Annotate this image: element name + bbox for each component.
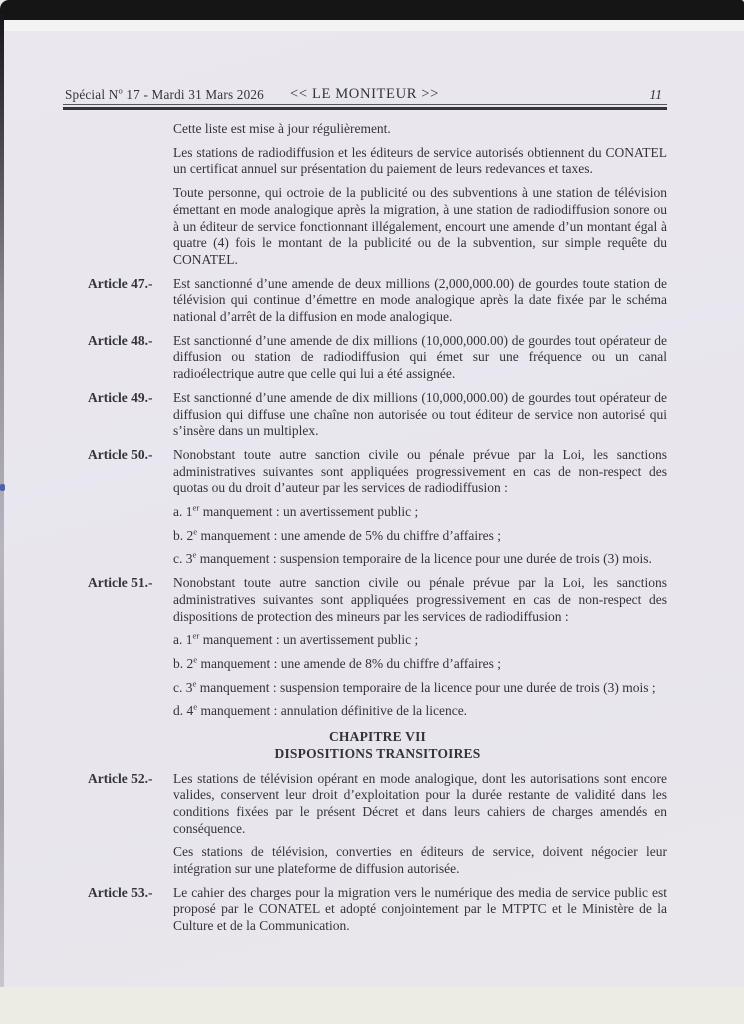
issue-date [65, 87, 264, 103]
article-52-label: Article 52.- [88, 770, 153, 786]
item-text: a. 1 [173, 632, 193, 648]
issue-prefix: Spécial N [65, 87, 119, 102]
scanner-edge-top [0, 0, 744, 20]
article-53-label: Article 53.- [88, 884, 153, 900]
scanner-edge-left [0, 14, 4, 987]
item-text: manquement : suspension temporaire de la licence pour une durée de trois (3) mois. [196, 551, 652, 567]
journal-title: << LE MONITEUR >> [290, 86, 439, 102]
article-52-text-1: Les stations de télévision opérant en mode analogique, dont les autorisations sont encore valides, conservent leur droit d’exploitation pour la durée restante de validité dans les conditions fixées par le présent Décret et dans leurs cahiers de charges amendés en conséquence. [173, 770, 667, 836]
pen-mark [0, 484, 5, 491]
article-50-item-a [173, 504, 667, 521]
article-48 [88, 333, 667, 383]
page-number: 11 [649, 87, 662, 102]
header-double-rule [63, 104, 667, 110]
page-bottom-edge [0, 987, 744, 1024]
article-50-item-c [173, 551, 667, 568]
article-51-item-a [173, 632, 667, 649]
issue-ordinal: o [118, 85, 123, 96]
intro-row-2 [88, 145, 667, 178]
article-51-text: Nonobstant toute autre sanction civile ou pénale prévue par la Loi, les sanctions administratives suivantes sont appliquées progressivement en cas de non-respect des dispositions de protection des mineurs par les services de radiodiffusion : [173, 575, 667, 624]
article-51-item-d [173, 703, 667, 720]
chapter-title: CHAPITRE VII [328, 729, 427, 745]
label-spacer [88, 185, 173, 269]
item-text: manquement : suspension temporaire de la licence pour une durée de trois (3) mois ; [196, 679, 656, 695]
item-text: b. 2 [173, 527, 194, 543]
ordinal-suffix: er [192, 502, 200, 513]
intro-paragraph-1: Cette liste est mise à jour régulièrement. [173, 121, 391, 136]
ordinal-suffix: er [192, 630, 200, 641]
article-49-label: Article 49.- [88, 389, 153, 405]
article-50-item-b [173, 528, 667, 545]
item-text: d. 4 [173, 703, 194, 719]
article-49-text: Est sanctionné d’une amende de dix millions (10,000,000.00) de gourdes tout opérateur de diffusion qui diffuse une chaîne non autorisée ou tout éditeur de service non autorisé qui s’insère dans un multiplex. [173, 389, 667, 439]
ordinal-suffix: e [192, 549, 197, 560]
issue-rest: 17 - Mardi 31 Mars 2026 [122, 87, 264, 102]
item-text: b. 2 [173, 655, 194, 671]
article-53 [88, 885, 667, 935]
article-50-text: Nonobstant toute autre sanction civile ou pénale prévue par la Loi, les sanctions administratives suivantes sont appliquées progressivement en cas de non-respect des quotas ou du droit d’auteur par les services de radiodiffusion : [173, 446, 667, 496]
item-text: c. 3 [173, 551, 193, 567]
item-text: manquement : un avertissement public ; [199, 504, 419, 520]
intro-row-3 [88, 185, 667, 269]
ordinal-suffix: e [193, 526, 198, 537]
intro-row-1 [88, 121, 667, 138]
label-spacer [88, 121, 173, 138]
chapter-heading [88, 729, 667, 762]
article-51-item-c [173, 680, 667, 697]
ordinal-suffix: e [193, 654, 198, 665]
page-top-edge [0, 20, 744, 31]
article-51-item-b [173, 656, 667, 673]
article-53-text: Le cahier des charges pour la migration vers le numérique des media de service public est proposé par le CONATEL et adopté conjointement par le MTPTC et le Ministère de la Culture et de la Communication. [173, 884, 667, 934]
item-text: manquement : annulation définitive de la licence. [197, 703, 468, 719]
intro-paragraph-2: Les stations de radiodiffusion et les éditeurs de service autorisés obtiennent du CONATEL un certificat annuel sur présentation du paiement de leurs redevances et taxes. [173, 144, 667, 177]
item-text: a. 1 [173, 504, 193, 520]
item-text: manquement : une amende de 8% du chiffre d’affaires ; [197, 655, 502, 671]
article-51-label: Article 51.- [88, 575, 153, 591]
article-47 [88, 276, 667, 326]
chapter-subtitle: DISPOSITIONS TRANSITOIRES [274, 745, 481, 761]
article-51 [88, 575, 667, 720]
ordinal-suffix: e [193, 701, 198, 712]
article-49 [88, 390, 667, 440]
article-47-label: Article 47.- [88, 275, 153, 291]
document-body [88, 121, 667, 935]
item-text: c. 3 [173, 679, 193, 695]
article-52 [88, 771, 667, 878]
intro-paragraph-3: Toute personne, qui octroie de la publicité ou des subventions à une station de télévision émettant en mode analogique après la migration, à une station de radiodiffusion sonore ou à un éditeur de service fonctionnant illégalement, encourt une amende d’un montant égal à quatre (4) fois le montant de la publicité ou de la subvention, sur simple requête du CONATEL. [173, 185, 667, 267]
item-text: manquement : un avertissement public ; [199, 632, 419, 648]
label-spacer [88, 145, 173, 178]
page-header [63, 86, 666, 103]
article-52-text-2: Ces stations de télévision, converties en éditeurs de service, doivent négocier leur intégration sur une plateforme de diffusion autorisée. [173, 844, 667, 877]
article-48-label: Article 48.- [88, 332, 153, 348]
ordinal-suffix: e [192, 678, 197, 689]
article-50 [88, 447, 667, 568]
article-47-text: Est sanctionné d’une amende de deux millions (2,000,000.00) de gourdes toute station de télévision qui continue d’émettre en mode analogique après la date fixée par le schéma national d’arrêt de la diffusion en mode analogique. [173, 275, 667, 325]
article-48-text: Est sanctionné d’une amende de dix millions (10,000,000.00) de gourdes tout opérateur de diffusion ou station de radiodiffusion qui émet sur une fréquence ou un canal radioélectrique autre que celle qui lui a été assignée. [173, 332, 667, 382]
item-text: manquement : une amende de 5% du chiffre d’affaires ; [197, 527, 502, 543]
article-50-label: Article 50.- [88, 446, 153, 462]
